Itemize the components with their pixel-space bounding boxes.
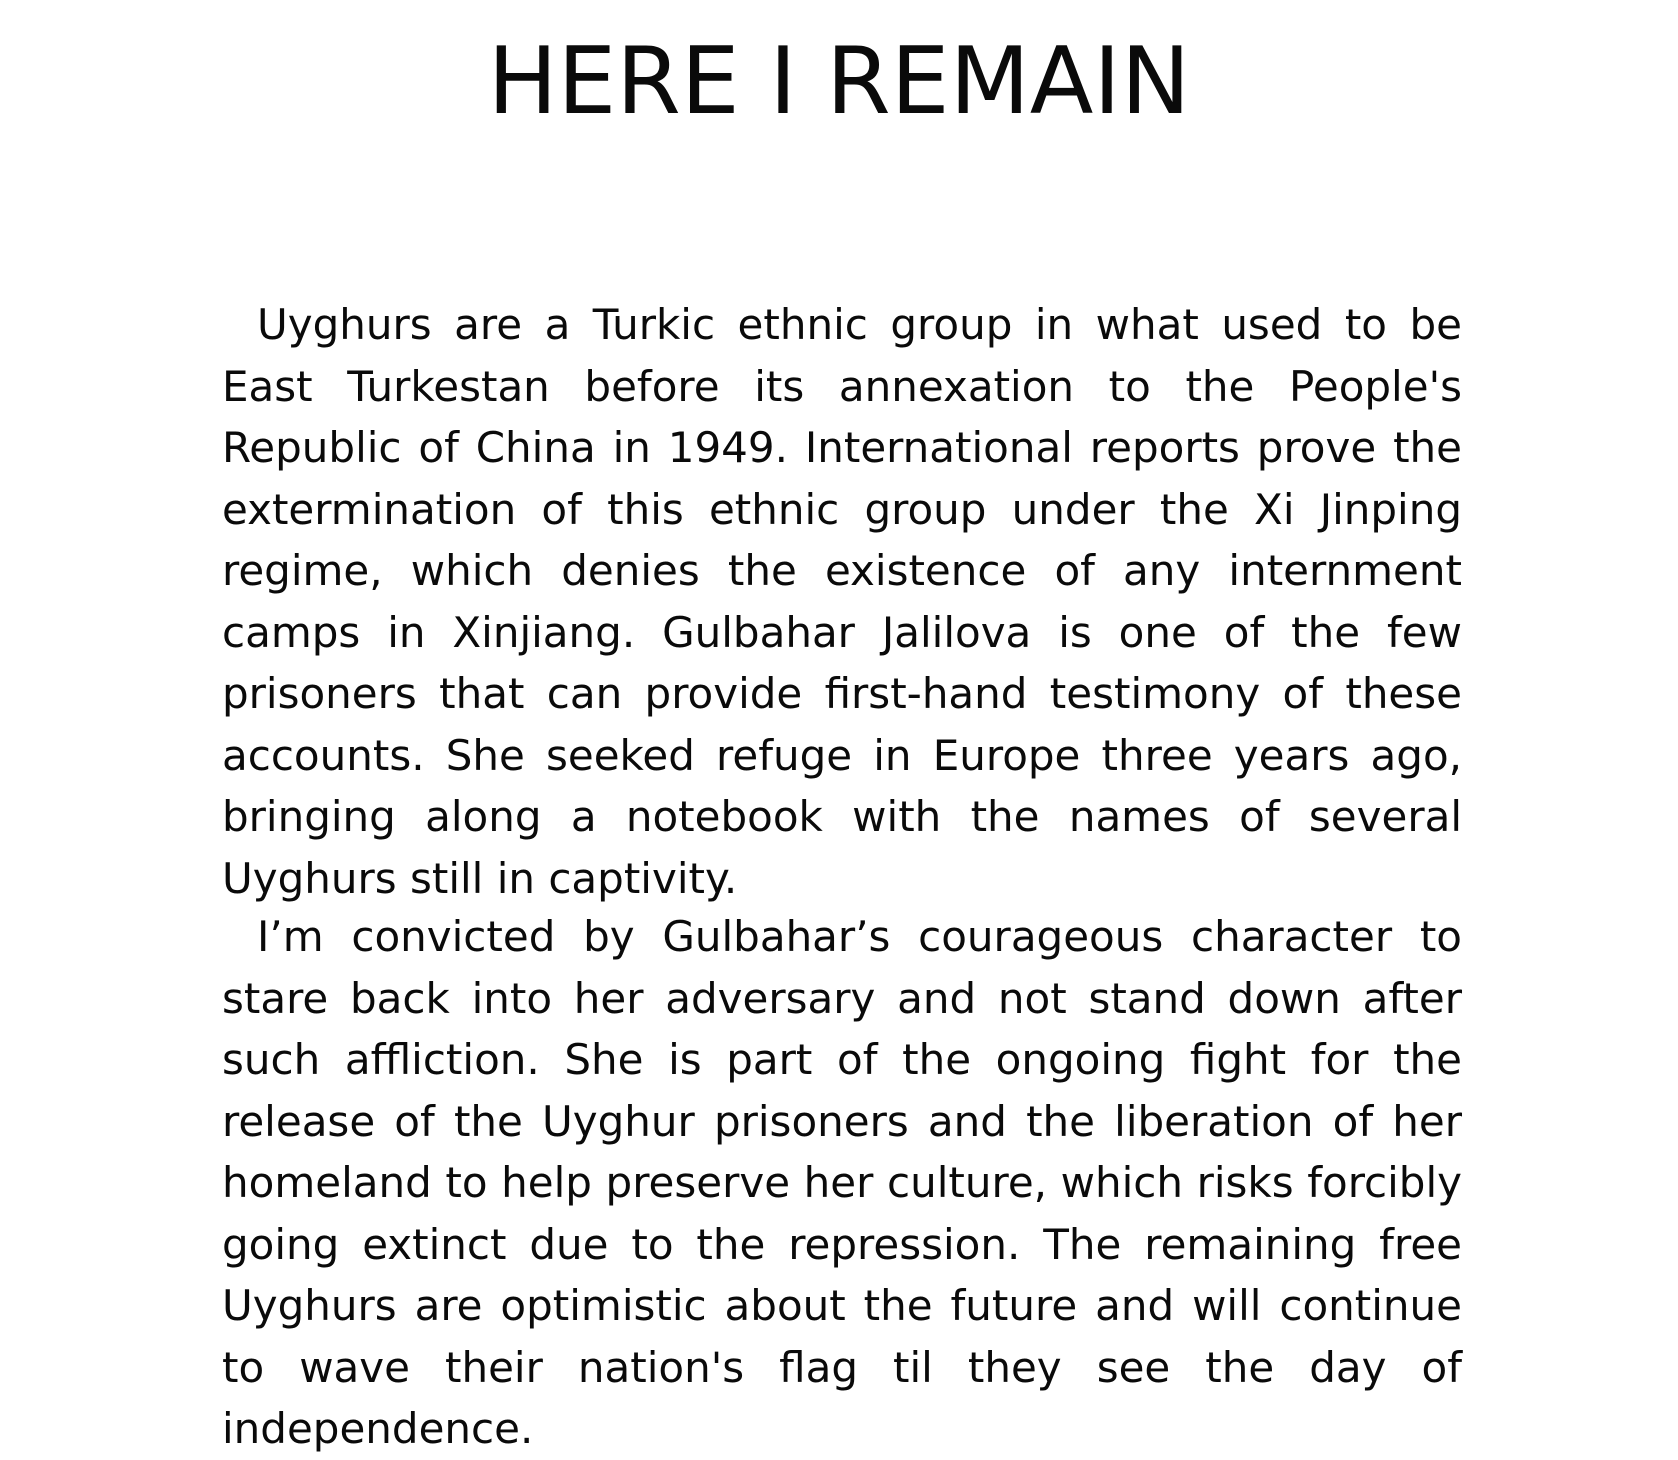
- paragraph-intro: Uyghurs are a Turkic ethnic group in what used to be East Turkestan before its annexation to the People's Republic of China in 1949. International reports prove the extermination of this ethnic group under the Xi Jinping regime, which denies the existence of any internment camps in Xinjiang. Gulbahar Jalilova is one of the few prisoners that can provide first-hand testimony of these accounts. She seeked refuge in Europe three years ago, bringing along a notebook with the names of several Uyghurs still in captivity.: [222, 300, 1462, 903]
- paragraph-reflection: I’m convicted by Gulbahar’s courageous character to stare back into her adversary and not stand down after such affliction. She is part of the ongoing fight for the release of the Uyghur prisoners and the liberation of her homeland to help preserve her culture, which risks forcibly going extinct due to the repression. The remaining free Uyghurs are optimistic about the future and will continue to wave their nation's flag til they see the day of independence.: [222, 912, 1462, 1453]
- page-title: HERE I REMAIN: [487, 27, 1191, 135]
